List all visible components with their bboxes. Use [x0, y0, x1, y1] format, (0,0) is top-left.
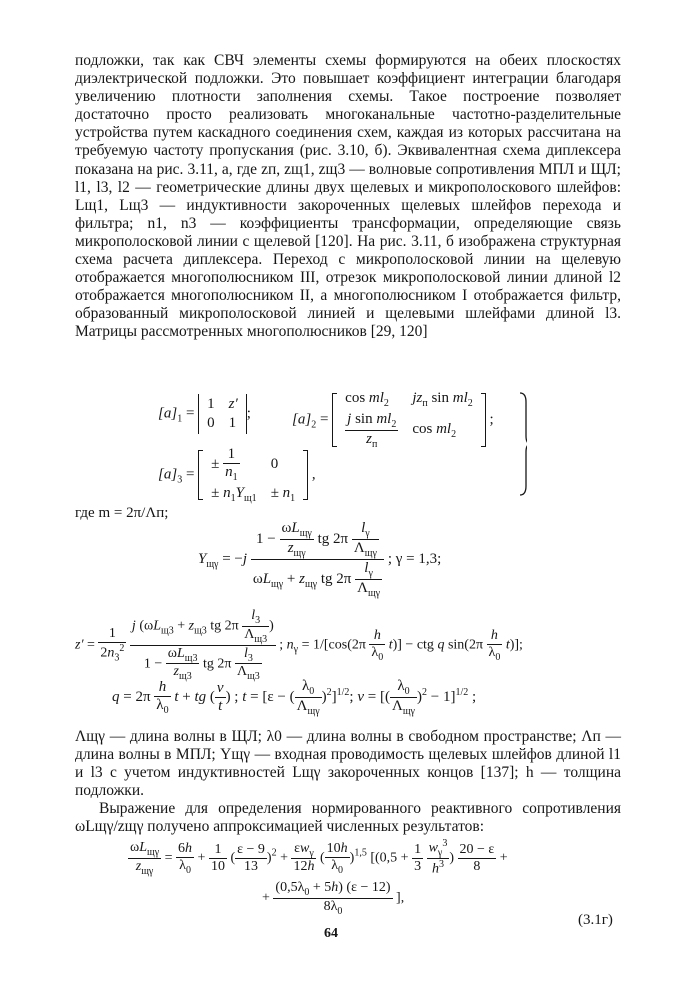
formula-3-1g: $\frac{\omega L_{щ\gamma}}{z_{щ\gamma}}$ = $\frac{6h}{\lambda_0}$ + $\frac{1}{10}$ ( $\frac{\varepsilon - 9}{13}$ )$^2$ + $\frac{\varepsilon w_\gamma}{12h}$ ( $\frac{10h}{\lambda_0}$ )$^{1,5}$ [(0,5 + $\frac{1}{3}$ $\frac{w_\gamma^3}{h^3}$ ) $\frac{20 - \varepsilon}{8}$ + [130, 838, 508, 878]
page-number: 64 [324, 926, 338, 941]
body-paragraph-3: Выражение для определения нормированного реактивного сопротивления ωLщγ/zщγ получено аппроксимацией численных результатов: [75, 800, 621, 836]
formula-q: q = 2π $\frac{h}{\lambda_0}$ t + tg ( $\frac{v}{t}$ ) ; t = [ε − ( $\frac{\lambda_0}{\Lambda_{щ\gamma}}$ )$^2$]$^{1/2}$; v = [( $\frac{\lambda_0}{\Lambda_{щ\gamma}}$ )$^2$ − 1]$^{1/2}$ ; [112, 678, 477, 717]
formula-3-1g-continued: + $\frac{(0,5\lambda_0 + 5h) (\varepsilon - 12)}{8\lambda_0}$ ], [262, 880, 405, 917]
right-brace-icon [519, 392, 527, 496]
body-paragraph-2: Λщγ — длина волны в ЩЛ; λ0 — длина волны в свободном пространстве; Λп — длина волны в МПЛ; Yщγ — входная проводимость щелевых шлейфов длиной l1 и l3 с учетом индуктивностей Lщγ закороченных концов [137]; h — толщина подложки. [75, 728, 621, 800]
formula-Y: $Y_{щ\gamma} = -j$ 1 − $\frac{\omega L_{щ\gamma}}{z_{щ\gamma}}$ tg 2π $\frac{l_\gamma}{\Lambda_{щ\gamma}}$ $\omega L_{щ\gamma} + z_{щ\gamma}$ tg 2π $\frac{l_\gamma}{\Lambda_{щ\gamma}}$ ; γ = 1,3; [198, 520, 442, 599]
equation-label: (3.1г) [578, 912, 613, 928]
matrix-a3: $[a]_3$ = ± $\frac{1}{n_1}$ 0 ± $n_1Y_{щ1}$ ± $n_1$ , [158, 446, 316, 504]
matrix-a2: $[a]_2 = \cos ml_2$ $jz_п$ $\sin ml_2$ $\frac{j \sin ml_2}{z_п}$ $\cos ml_2$ ; [292, 390, 494, 450]
formula-zprime: z′ = $\frac{1}{2n_3^2}$ j ($\omega L_{щ3} + z_{щ3}$ tg 2π $\frac{l_3}{\Lambda_{щ3}}$ ) 1 − $\frac{\omega L_{щ3}}{z_{щ3}}$ tg 2π $\frac{l_3}{\Lambda_{щ3}}$ ; $n_\gamma = 1/[\cos(2\pi$ $\frac{h}{\lambda_0}$ t)] − ctg q sin(2π $\frac{h}{\lambda_0}$ t)]; [75, 608, 523, 683]
matrix-a1: $[a]_1 = 1$ z′ 0 1; [158, 394, 251, 434]
body-paragraph-1: подложки, так как СВЧ элементы схемы формируются на обеих плоскостях диэлектрической подложки. Это повышает коэффициент интеграции благодаря увеличению плотности заполнения схемы. Такое построение позволяет достаточно просто реализовать многоканальные частотно-разделительные устройства путем каскадного соединения схем, каждая из которых рассчитана на требуемую частоту пропускания (рис. 3.10, б). Эквивалентная схема диплексера показана на рис. 3.11, а, где zп, zщ1, zщ3 — волновые сопротивления МПЛ и ЩЛ; l1, l3, l2 — геометрические длины двух щелевых и микрополоскового шлейфов: Lщ1, Lщ3 — индуктивности закороченных щелевых шлейфов перехода и фильтра; n1, n3 — коэффициенты трансформации, определяющие связь микрополосковой линии с щелевой [120]. На рис. 3.11, б изображена структурная схема расчета диплексера. Переход с микрополосковой линии на щелевую отображается многополюсником III, отрезок микрополосковой линии длиной l2 отображается многополюсником II, а многополюсником I отображается фильтр, образованный микрополосковой линией и щелевыми шлейфами длиной l3. Матрицы рассмотренных многополюсников [29, 120] [75, 52, 621, 341]
formula-where-m: где m = 2π/Λп; [75, 505, 169, 521]
